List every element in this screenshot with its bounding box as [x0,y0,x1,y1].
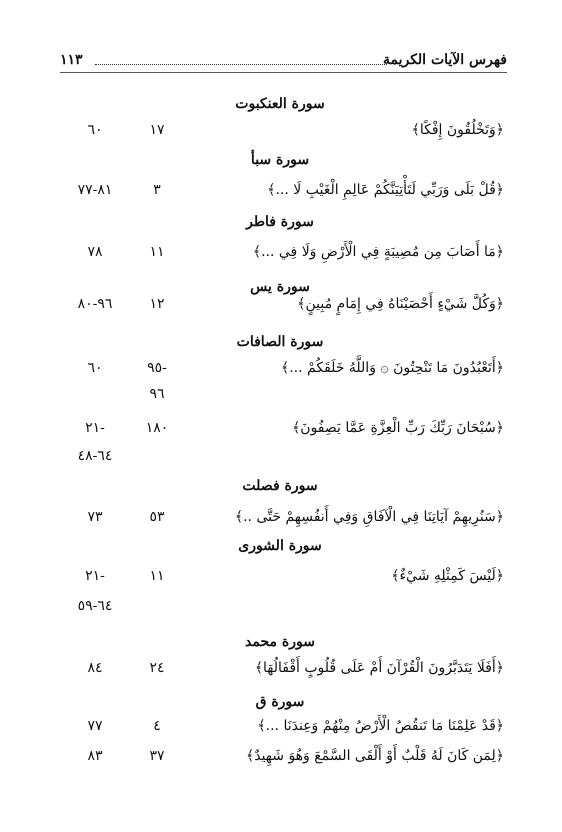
sura-heading: سورة ق [255,694,305,710]
verse-row [0,505,562,529]
ayah-number: ٥٣ [149,509,165,525]
page-reference: ٦٠ [87,360,103,376]
sura-heading-row [0,630,562,654]
sura-heading-row [0,690,562,714]
verse-row [0,240,562,264]
sura-heading-row [0,210,562,234]
ayah-number: ٣٧ [149,748,165,764]
verse-text: ﴿وَتَخْلُقُونَ إِفْكًا﴾ [411,122,504,138]
sura-heading: سورة الشورى [238,538,322,554]
verse-text: ﴿قَدْ عَلِمْنَا مَا تَنقُصُ الْأَرْضُ مِنْهُمْ وَعِندَنَا ...﴾ [257,718,504,734]
ayah-number: ١١ [149,568,165,584]
page-header [60,50,507,73]
verse-row [0,118,562,142]
verse-text: ﴿أَفَلَا يَتَدَبَّرُونَ الْقُرْآنَ أَمْ عَلَى قُلُوبٍ أَقْفَالُهَا﴾ [254,660,504,676]
ayah-number: ١٢ [149,296,165,312]
page-reference: ٨١-٧٧ [77,182,113,198]
page-reference: ٧٣ [87,509,103,525]
ayah-number: ١٧ [149,122,165,138]
verse-row [0,714,562,738]
ayah-number: ٢٤ [149,660,165,676]
verse-continuation-row [0,444,562,468]
sura-heading: سورة العنكبوت [235,96,325,112]
ayah-number: ٣ [153,182,161,198]
sura-heading: سورة فصلت [242,478,318,494]
verse-text: ﴿سُبْحَانَ رَبِّكَ رَبِّ الْعِزَّةِ عَمَّا يَصِفُونَ﴾ [292,420,504,436]
verse-continuation-row [0,382,562,406]
verse-text: ﴿قُلْ بَلَى وَرَبِّي لَتَأْتِيَنَّكُمْ عَالِمِ الْغَيْبِ لَا ...﴾ [267,182,504,198]
ayah-number: ٤ [153,718,161,734]
page-reference: ٧٧ [87,718,103,734]
page-reference: ٦٠ [87,122,103,138]
page-reference: -٢١ [85,420,105,436]
sura-heading: سورة الصافات [236,334,324,350]
page-title: فهرس الآيات الكريمة [382,52,507,68]
verse-text: ﴿مَا أَصَابَ مِن مُصِيبَةٍ فِي الْأَرْضِ وَلَا فِي ...﴾ [252,244,504,260]
verse-row [0,356,562,380]
ayah-number: -٩٥ [147,360,167,376]
page-number: ١١٣ [60,52,83,68]
sura-heading-row [0,92,562,116]
verse-text: ﴿وَكُلَّ شَيْءٍ أَحْصَيْنَاهُ فِي إِمَامٍ مُبِينٍ﴾ [297,296,504,312]
verse-row [0,292,562,316]
sura-heading: سورة فاطر [246,214,314,230]
verse-row [0,416,562,440]
verse-text: ﴿سَنُرِيهِمْ آيَاتِنَا فِي الْآفَاقِ وَفِي أَنفُسِهِمْ حَتَّى ..﴾ [234,509,504,525]
sura-heading: سورة محمد [245,634,315,650]
verse-row [0,178,562,202]
sura-heading-row [0,474,562,498]
page-reference: ٦٤-٥٩ [77,598,113,614]
leader-dots [95,64,387,65]
page-reference: ٦٤-٤٨ [77,448,113,464]
sura-heading-row [0,148,562,172]
sura-heading: سورة يس [250,279,310,295]
page-reference: ٨٤ [87,660,103,676]
ayah-number: ٩٦ [149,386,165,402]
verse-continuation-row [0,594,562,618]
ayah-number: ١١ [149,244,165,260]
verse-text: ﴿لَيْسَ كَمِثْلِهِ شَيْءٌ﴾ [391,568,504,584]
page-reference: ٧٨ [87,244,103,260]
verse-row [0,656,562,680]
verse-text: ﴿أَتَعْبُدُونَ مَا تَنْحِتُونَ ۞ وَاللَّهُ خَلَقَكُمْ ...﴾ [281,360,504,376]
sura-heading: سورة سبأ [250,152,310,168]
sura-heading-row [0,534,562,558]
page-reference: ٩٦-٨٠ [77,296,113,312]
page-reference: -٢١ [85,568,105,584]
verse-row [0,564,562,588]
sura-heading-row [0,330,562,354]
verse-row [0,744,562,768]
verse-text: ﴿لِمَن كَانَ لَهُ قَلْبٌ أَوْ أَلْقَى السَّمْعَ وَهُوَ شَهِيدٌ﴾ [246,748,504,764]
ayah-number: ١٨٠ [145,420,169,436]
page-reference: ٨٣ [87,748,103,764]
